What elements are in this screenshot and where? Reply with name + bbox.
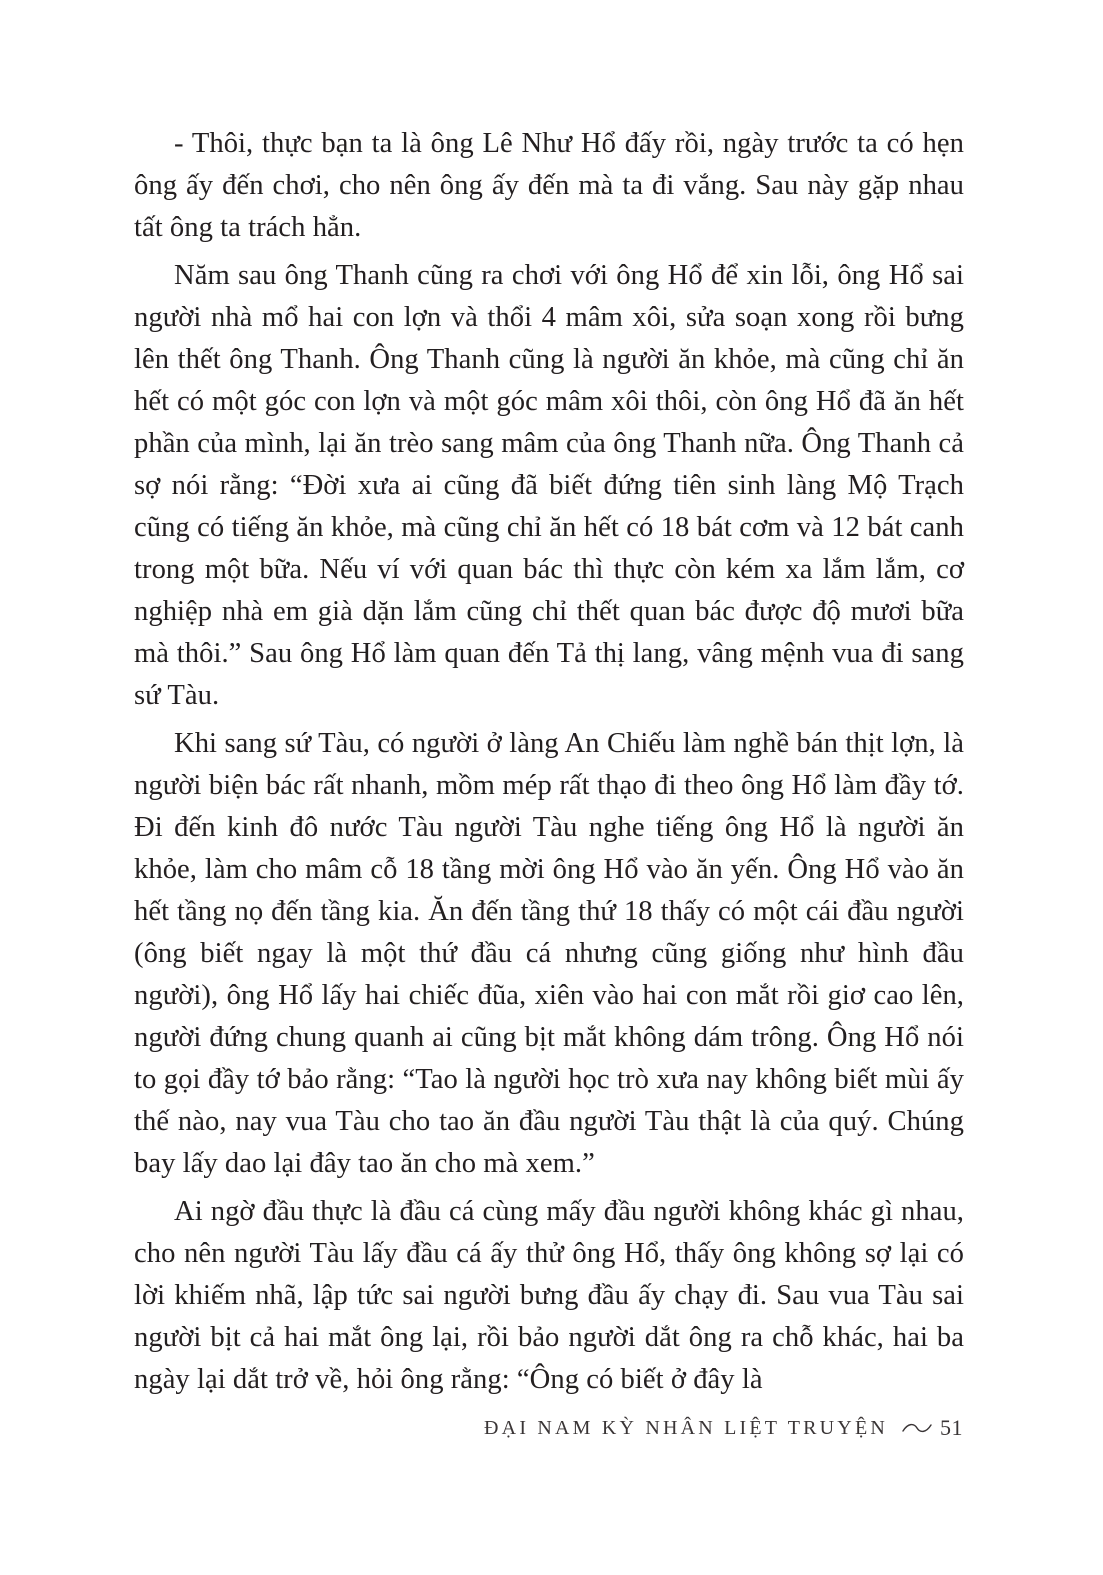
paragraph: - Thôi, thực bạn ta là ông Lê Như Hổ đấy rồi, ngày trước ta có hẹn ông ấy đến chơi, cho nên ông ấy đến mà ta đi vắng. Sau này gặp nhau tất ông ta trách hẳn.: [134, 128, 964, 243]
body-text: [134, 123, 964, 1407]
page-footer: [484, 1415, 963, 1441]
tilde-ornament-icon: [902, 1421, 932, 1435]
paragraph: Năm sau ông Thanh cũng ra chơi với ông Hổ để xin lỗi, ông Hổ sai người nhà mổ hai con lợn và thổi 4 mâm xôi, sửa soạn xong rồi bưng lên thết ông Thanh. Ông Thanh cũng là người ăn khỏe, mà cũng chỉ ăn hết có một góc con lợn và một góc mâm xôi thôi, còn ông Hổ đã ăn hết phần của mình, lại ăn trèo sang mâm của ông Thanh nữa. Ông Thanh cả sợ nói rằng: “Đời xưa ai cũng đã biết đứng tiên sinh làng Mộ Trạch cũng có tiếng ăn khỏe, mà cũng chỉ ăn hết có 18 bát cơm và 12 bát canh trong một bữa. Nếu ví với quan bác thì thực còn kém xa lắm lắm, cơ nghiệp nhà em già dặn lắm cũng chỉ thết quan bác được độ mươi bữa mà thôi.” Sau ông Hổ làm quan đến Tả thị lang, vâng mệnh vua đi sang sứ Tàu.: [134, 260, 964, 711]
paragraph: Ai ngờ đầu thực là đầu cá cùng mấy đầu người không khác gì nhau, cho nên người Tàu lấy đầu cá ấy thử ông Hổ, thấy ông không sợ lại có lời khiếm nhã, lập tức sai người bưng đầu ấy chạy đi. Sau vua Tàu sai người bịt cả hai mắt ông lại, rồi bảo người dắt ông ra chỗ khác, hai ba ngày lại dắt trở về, hỏi ông rằng: “Ông có biết ở đây là: [134, 1196, 964, 1395]
running-title: ĐẠI NAM KỲ NHÂN LIỆT TRUYỆN: [484, 1416, 888, 1439]
paragraph: Khi sang sứ Tàu, có người ở làng An Chiếu làm nghề bán thịt lợn, là người biện bác rất nhanh, mồm mép rất thạo đi theo ông Hổ làm đầy tớ. Đi đến kinh đô nước Tàu người Tàu nghe tiếng ông Hổ là người ăn khỏe, làm cho mâm cỗ 18 tầng mời ông Hổ vào ăn yến. Ông Hổ vào ăn hết tầng nọ đến tầng kia. Ăn đến tầng thứ 18 thấy có một cái đầu người (ông biết ngay là một thứ đầu cá nhưng cũng giống như hình đầu người), ông Hổ lấy hai chiếc đũa, xiên vào hai con mắt rồi giơ cao lên, người đứng chung quanh ai cũng bịt mắt không dám trông. Ông Hổ nói to gọi đầy tớ bảo rằng: “Tao là người học trò xưa nay không biết mùi ấy thế nào, nay vua Tàu cho tao ăn đầu người Tàu thật là của quý. Chúng bay lấy dao lại đây tao ăn cho mà xem.”: [134, 728, 964, 1179]
page-number: 51: [940, 1415, 963, 1440]
